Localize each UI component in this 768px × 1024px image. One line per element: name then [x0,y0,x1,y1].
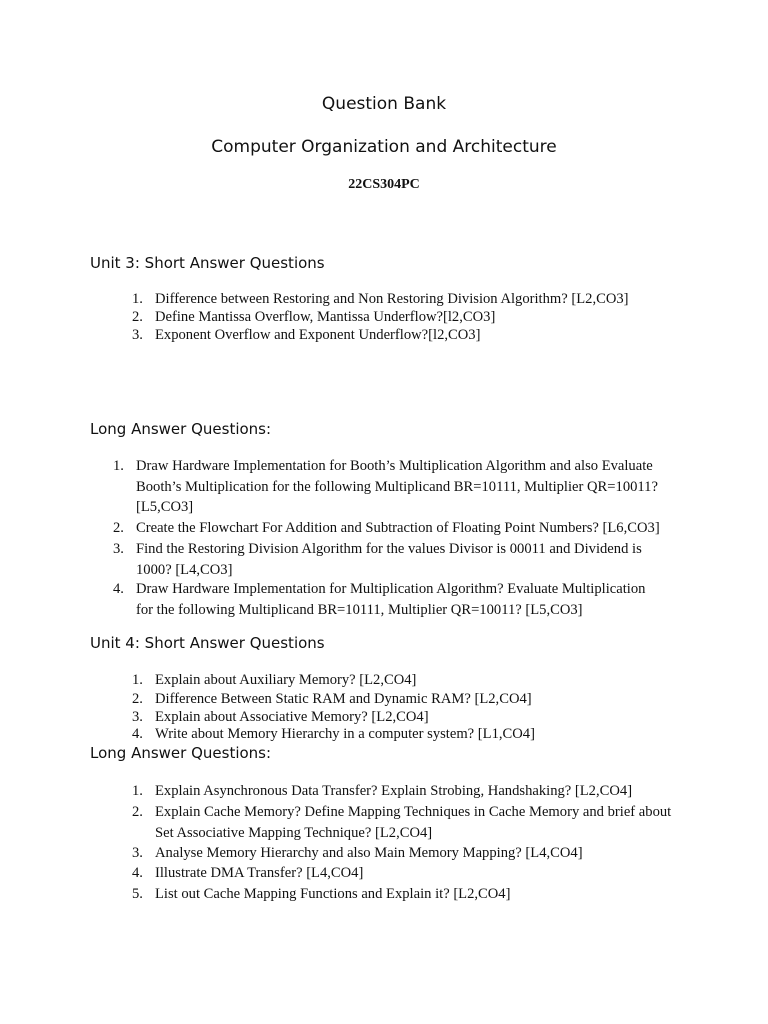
question-item [113,539,642,580]
question-item [113,579,646,620]
question-item [132,690,532,708]
question-text: Find the Restoring Division Algorithm for the values Divisor is 00011 and Dividend is 1000? [L4,CO3] [136,541,642,578]
question-item [132,708,429,726]
question-number: 1. [132,291,143,307]
question-item [132,326,481,344]
document-title: Question Bank [321,94,447,114]
question-item [132,781,633,802]
question-number: 3. [113,541,124,557]
course-code: 22CS304PC [348,177,420,192]
question-item [132,884,511,905]
question-text: Draw Hardware Implementation for Booth’s Multiplication Algorithm and also Evaluate Booth’s Multiplication for the following Multiplicand BR=10111, Multiplier QR=10011? [L5,CO3] [136,458,658,515]
question-number: 1. [132,783,143,799]
question-text: Define Mantissa Overflow, Mantissa Underflow?[l2,CO3] [155,309,496,325]
question-text: Explain about Associative Memory? [L2,CO4] [155,709,429,725]
question-text: Analyse Memory Hierarchy and also Main Memory Mapping? [L4,CO4] [155,845,583,861]
question-text: Write about Memory Hierarchy in a computer system? [L1,CO4] [155,726,535,742]
question-text: Explain Cache Memory? Define Mapping Techniques in Cache Memory and brief about Set Associative Mapping Technique? [L2,CO4] [155,804,672,841]
subject-title: Computer Organization and Architecture [211,137,557,157]
question-number: 2. [132,309,143,325]
question-item [132,725,535,743]
section-heading: Unit 4: Short Answer Questions [90,634,325,652]
question-text: List out Cache Mapping Functions and Explain it? [L2,CO4] [155,886,511,902]
question-text: Difference between Restoring and Non Restoring Division Algorithm? [L2,CO3] [155,291,629,307]
question-number: 3. [132,709,143,725]
question-item [132,843,583,864]
question-item [113,456,658,518]
question-text: Create the Flowchart For Addition and Subtraction of Floating Point Numbers? [L6,CO3] [136,520,660,536]
question-number: 3. [132,327,143,343]
question-text: Illustrate DMA Transfer? [L4,CO4] [155,865,364,881]
question-text: Exponent Overflow and Exponent Underflow?[l2,CO3] [155,327,481,343]
question-text: Draw Hardware Implementation for Multiplication Algorithm? Evaluate Multiplication for the following Multiplicand BR=10111, Multiplier QR=10011? [L5,CO3] [136,581,646,618]
question-item [113,518,660,539]
question-number: 4. [132,726,143,742]
question-item [132,671,417,689]
question-number: 1. [132,672,143,688]
question-number: 4. [132,865,143,881]
question-number: 2. [113,520,124,536]
question-item [132,863,364,884]
question-number: 2. [132,691,143,707]
question-item [132,802,672,843]
section-heading: Long Answer Questions: [90,744,272,762]
question-item [132,308,496,326]
question-item [132,290,629,308]
question-number: 5. [132,886,143,902]
question-number: 3. [132,845,143,861]
question-text: Explain about Auxiliary Memory? [L2,CO4] [155,672,417,688]
section-heading: Unit 3: Short Answer Questions [90,254,325,272]
question-text: Explain Asynchronous Data Transfer? Explain Strobing, Handshaking? [L2,CO4] [155,783,633,799]
section-heading: Long Answer Questions: [90,420,272,438]
question-number: 1. [113,458,124,474]
question-text: Difference Between Static RAM and Dynamic RAM? [L2,CO4] [155,691,532,707]
question-number: 2. [132,804,143,820]
question-number: 4. [113,581,124,597]
